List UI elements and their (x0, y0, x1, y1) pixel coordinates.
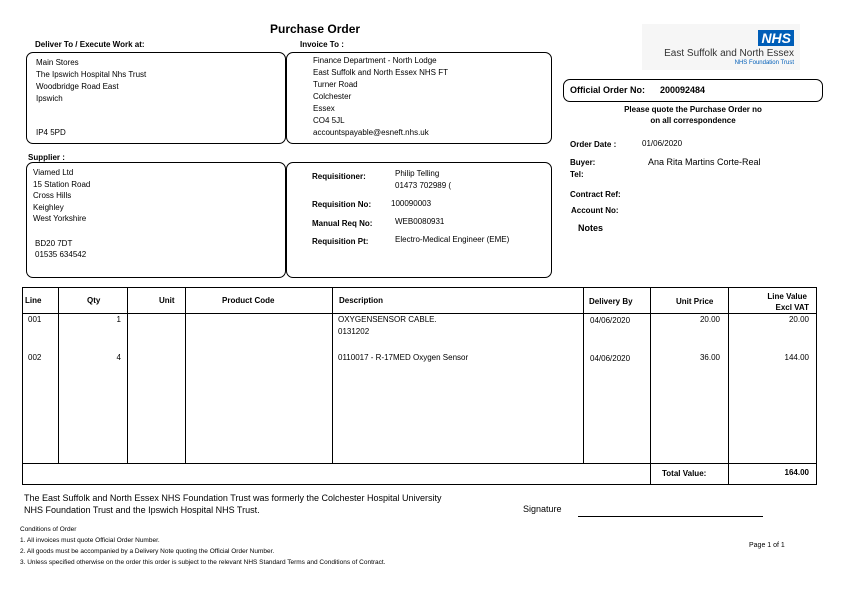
manual-req: WEB0080931 (395, 217, 445, 226)
cell-qty: 4 (116, 353, 121, 362)
condition-item: 1. All invoices must quote Official Order Number. (20, 537, 160, 544)
th-unit-price: Unit Price (676, 297, 714, 306)
cell-delivery: 04/06/2020 (590, 354, 631, 363)
condition-item: 2. All goods must be accompanied by a Delivery Note quoting the Official Order Number. (20, 548, 275, 555)
address-line: accountspayable@esneft.nhs.uk (313, 128, 429, 137)
order-number-label: Official Order No: (570, 85, 646, 95)
address-line: Cross Hills (33, 191, 72, 200)
deliver-label: Deliver To / Execute Work at: (35, 40, 145, 49)
address-line: Main Stores (36, 58, 79, 67)
th-line: Line (25, 296, 42, 305)
address-line: CO4 5JL (313, 116, 345, 125)
address-line: West Yorkshire (33, 214, 87, 223)
quote-line: on all correspondence (650, 116, 736, 125)
requisition-box (286, 162, 552, 278)
order-number: 200092484 (660, 85, 706, 95)
address-line: Keighley (33, 202, 64, 212)
conditions (20, 524, 386, 568)
supplier-box (26, 162, 286, 278)
th-unit: Unit (159, 296, 175, 305)
quote-line: Please quote the Purchase Order no (624, 105, 762, 114)
conditions-title: Conditions of Order (20, 526, 77, 533)
total-value: 164.00 (784, 468, 809, 477)
invoice-address (313, 55, 448, 139)
total-label: Total Value: (662, 469, 707, 478)
manual-req-label: Manual Req No: (312, 219, 373, 228)
cell-value: 20.00 (788, 315, 809, 324)
address-line: Colchester (313, 92, 352, 101)
req-no-label: Requisition No: (312, 200, 372, 209)
cell-description: OXYGENSENSOR CABLE. (338, 315, 437, 324)
nhs-badge: NHS (758, 30, 794, 46)
total-divider (22, 463, 817, 464)
buyer-label: Buyer: (570, 158, 596, 167)
address-line: 15 Station Road (33, 179, 91, 189)
req-no: 100090003 (391, 199, 432, 208)
buyer: Ana Rita Martins Corte-Real (648, 157, 761, 167)
th-description: Description (339, 296, 384, 305)
account-label: Account No: (571, 206, 619, 215)
address-line: Turner Road (313, 80, 358, 89)
th-delivery-by: Delivery By (589, 297, 633, 306)
trust-note-line: NHS Foundation Trust and the Ipswich Hospital NHS Trust. (24, 505, 260, 515)
address-line: Woodbridge Road East (36, 82, 119, 91)
address-line: East Suffolk and North Essex NHS FT (313, 68, 449, 77)
th-product-code: Product Code (222, 296, 275, 305)
req-point-label: Requisition Pt: (312, 237, 369, 246)
nhs-logo (642, 24, 800, 70)
trust-note-line: The East Suffolk and North Essex NHS Foundation Trust was formerly the Colchester Hospital University (24, 493, 442, 503)
requisitioner-label: Requisitioner: (312, 172, 366, 181)
deliver-address (36, 57, 146, 105)
address-line: Viamed Ltd (33, 168, 74, 177)
col-divider (332, 287, 333, 463)
invoice-box (286, 52, 552, 144)
address-line: Ipswich (36, 94, 63, 103)
notes-label: Notes (578, 223, 604, 233)
cell-line: 001 (28, 315, 42, 324)
tel-label: Tel: (570, 170, 584, 179)
logo-sub: NHS Foundation Trust (734, 60, 794, 66)
trust-note (24, 492, 442, 516)
cell-line: 002 (28, 353, 42, 362)
cell-qty: 1 (116, 315, 121, 324)
page-number: Page 1 of 1 (749, 542, 785, 549)
contract-label: Contract Ref: (570, 190, 621, 199)
address-line: Essex (313, 104, 335, 113)
cell-description: 0110017 - R-17MED Oxygen Sensor (338, 353, 469, 362)
order-date: 01/06/2020 (642, 139, 683, 148)
page-title: Purchase Order (270, 22, 361, 36)
order-date-label: Order Date : (570, 140, 617, 149)
th-excl-vat: Excl VAT (775, 303, 809, 312)
req-point: Electro-Medical Engineer (EME) (395, 235, 510, 244)
col-divider (58, 287, 59, 463)
quote-note (563, 104, 823, 126)
supplier-postcode: BD20 7DT (35, 239, 73, 248)
cell-delivery: 04/06/2020 (590, 316, 631, 325)
supplier-label: Supplier : (28, 153, 65, 162)
cell-price: 36.00 (699, 353, 720, 362)
condition-item: 3. Unless specified otherwise on the order this order is subject to the relevant NHS Standard Terms and Conditions of Contract. (20, 559, 386, 566)
header-divider (22, 313, 817, 314)
cell-description-code: 0131202 (338, 327, 370, 336)
th-line-value: Line Value (767, 292, 807, 301)
order-number-box (563, 79, 823, 102)
requisitioner-phone: 01473 702989 ( (395, 181, 452, 190)
supplier-phone: 01535 634542 (35, 250, 87, 259)
address-line: The Ipswich Hospital Nhs Trust (36, 70, 147, 79)
signature-label: Signature (523, 504, 562, 514)
address-line: Finance Department - North Lodge (313, 56, 437, 65)
col-divider (127, 287, 128, 463)
deliver-postcode: IP4 5PD (36, 128, 66, 137)
requisitioner: Philip Telling (395, 169, 440, 178)
deliver-box (26, 52, 286, 144)
cell-price: 20.00 (699, 315, 720, 324)
invoice-label: Invoice To : (300, 40, 344, 49)
th-qty: Qty (87, 296, 101, 305)
supplier-address (33, 167, 90, 225)
cell-value: 144.00 (784, 353, 809, 362)
signature-line (578, 516, 763, 517)
logo-org: East Suffolk and North Essex (664, 48, 794, 59)
col-divider (583, 287, 584, 463)
col-divider (185, 287, 186, 463)
